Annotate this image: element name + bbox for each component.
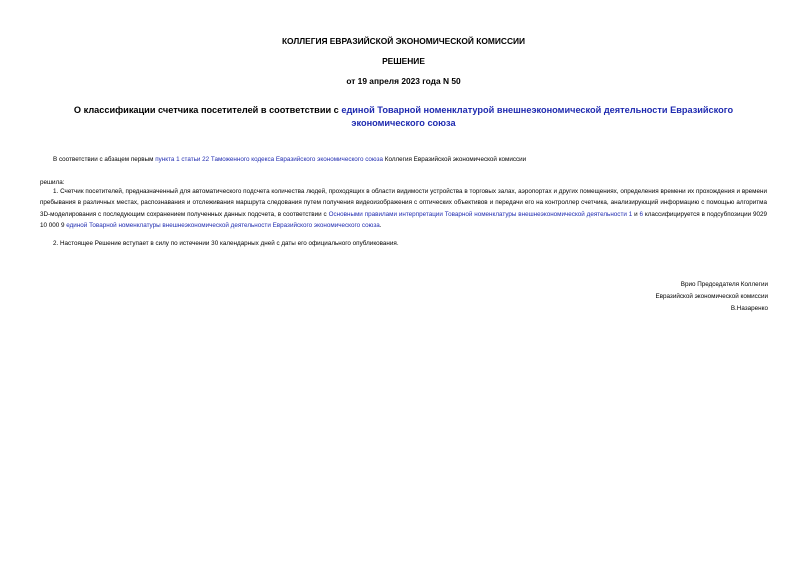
signature-position: Врио Председателя Коллегии (680, 281, 768, 288)
signature-organization: Евразийской экономической комиссии (655, 293, 768, 300)
tn-ved-link-2[interactable]: единой Товарной номенклатуры внешнеэкономической деятельности Евразийского экономического союза (66, 221, 380, 229)
tn-ved-link[interactable]: единой Товарной номенклатурой внешнеэкономической деятельности Евразийского экономического союза (341, 105, 734, 128)
doc-type-heading: РЕШЕНИЕ (382, 56, 425, 66)
title-text: О классификации счетчика посетителей в соответствии с (73, 105, 342, 115)
preamble-text: В соответствии с абзацем первым (53, 156, 156, 163)
item-1-text-classified: классифицируется в подсубпозиции 9029 10 000 9 (40, 210, 767, 229)
org-heading: КОЛЛЕГИЯ ЕВРАЗИЙСКОЙ ЭКОНОМИЧЕСКОЙ КОМИССИИ (281, 36, 526, 46)
item-1-text-and: и (632, 210, 640, 218)
customs-code-link[interactable]: пункта 1 статьи 22 Таможенного кодекса Евразийского экономического союза (155, 156, 384, 163)
document-title (40, 104, 767, 129)
interpretation-rules-link[interactable]: Основными правилами интерпретации Товарной номенклатуры внешнеэкономической деятельности 1 (328, 210, 633, 218)
item-1-paragraph (40, 186, 767, 231)
item-2-paragraph: 2. Настоящее Решение вступает в силу по истечении 30 календарных дней с даты его официального опубликования. (53, 240, 399, 247)
signature-block (560, 279, 768, 315)
rule-6-link[interactable]: 6 (639, 210, 644, 218)
decided-label: решила: (40, 179, 65, 186)
item-1-text: 1. Счетчик посетителей, предназначенный для автоматического подсчета количества людей, проходящих в области видимости устройства в торговых залах, аэропортах и других помещениях, определения времени их прохождения и времени пребывания в различных местах, распознавания и отслеживания маршрута следования путем получения видеоизображения с оптических объективов и передачи его на контроллер счетчика, анализирующий информацию с помощью алгоритма 3D-моделирования с последующим сохранением полученных данных подсчета, в соответствии с (40, 188, 767, 218)
item-1-text-end: . (379, 221, 382, 229)
signature-name: В.Назаренко (730, 305, 768, 312)
preamble-text-end: Коллегия Евразийской экономической комиссии (383, 156, 527, 163)
preamble-paragraph (40, 154, 767, 165)
date-number-heading: от 19 апреля 2023 года N 50 (346, 76, 461, 86)
